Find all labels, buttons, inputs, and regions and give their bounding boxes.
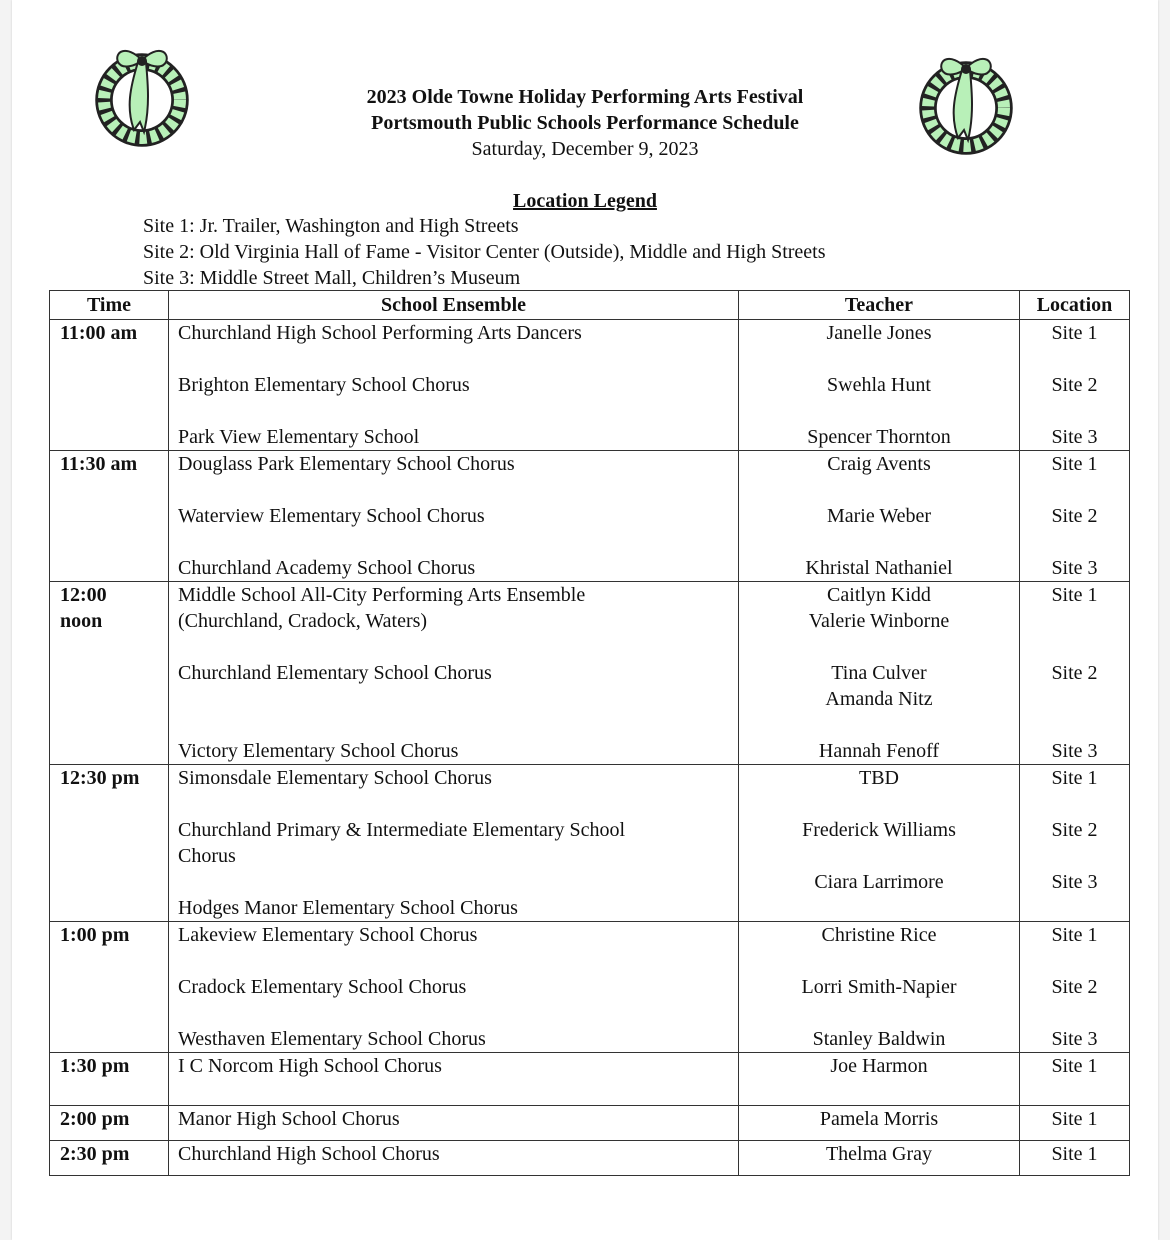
teacher-name: Caitlyn Kidd bbox=[827, 584, 931, 606]
table-row bbox=[50, 451, 1130, 582]
title-line-2: Portsmouth Public Schools Performance Schedule bbox=[371, 112, 799, 134]
location-value: Site 1 bbox=[1051, 767, 1098, 789]
legend-site-2: Site 2: Old Virginia Hall of Fame - Visitor Center (Outside), Middle and High Streets bbox=[143, 241, 826, 263]
location-value: Site 1 bbox=[1051, 1108, 1098, 1130]
title-line-1: 2023 Olde Towne Holiday Performing Arts Festival bbox=[366, 86, 804, 108]
ensemble-name-cont: (Churchland, Cradock, Waters) bbox=[178, 610, 428, 632]
location-value: Site 3 bbox=[1051, 426, 1098, 448]
teacher-name: Swehla Hunt bbox=[827, 374, 931, 396]
time-cell: 2:00 pm bbox=[50, 1106, 169, 1141]
time-cell: 12:30 pm bbox=[50, 765, 169, 922]
ensemble-name: Churchland Elementary School Chorus bbox=[178, 662, 492, 684]
legend-site-1: Site 1: Jr. Trailer, Washington and High Streets bbox=[143, 215, 519, 237]
ensemble-name: I C Norcom High School Chorus bbox=[178, 1055, 442, 1077]
ensemble-cell bbox=[169, 582, 739, 765]
teacher-name: TBD bbox=[859, 767, 899, 789]
location-value: Site 1 bbox=[1051, 924, 1098, 946]
teacher-cell bbox=[739, 1141, 1020, 1176]
ensemble-cell bbox=[169, 451, 739, 582]
teacher-name: Valerie Winborne bbox=[808, 610, 950, 632]
time-line-2: noon bbox=[60, 610, 103, 632]
ensemble-name: Churchland Academy School Chorus bbox=[178, 557, 476, 579]
ensemble-name: Douglass Park Elementary School Chorus bbox=[178, 453, 515, 475]
teacher-name: Marie Weber bbox=[826, 505, 932, 527]
teacher-cell bbox=[739, 765, 1020, 922]
table-row bbox=[50, 320, 1130, 451]
teacher-name: Tina Culver bbox=[831, 662, 927, 684]
ensemble-name: Manor High School Chorus bbox=[178, 1108, 400, 1130]
teacher-cell bbox=[739, 1053, 1020, 1106]
table-row bbox=[50, 922, 1130, 1053]
location-cell bbox=[1020, 765, 1130, 922]
ensemble-name: Waterview Elementary School Chorus bbox=[178, 505, 485, 527]
time-line-1: 12:00 bbox=[60, 584, 107, 606]
location-cell bbox=[1020, 1106, 1130, 1141]
location-value: Site 3 bbox=[1051, 557, 1098, 579]
teacher-cell bbox=[739, 320, 1020, 451]
ensemble-name: Westhaven Elementary School Chorus bbox=[178, 1028, 486, 1050]
location-cell bbox=[1020, 451, 1130, 582]
location-value: Site 3 bbox=[1051, 1028, 1098, 1050]
ensemble-name: Lakeview Elementary School Chorus bbox=[178, 924, 478, 946]
teacher-name: Frederick Williams bbox=[802, 819, 956, 841]
table-row bbox=[50, 1053, 1130, 1106]
table-row bbox=[50, 765, 1130, 922]
teacher-name: Craig Avents bbox=[827, 453, 931, 475]
table-row bbox=[50, 1141, 1130, 1176]
teacher-name: Hannah Fenoff bbox=[818, 740, 940, 762]
event-date: Saturday, December 9, 2023 bbox=[471, 138, 699, 160]
ensemble-name: Simonsdale Elementary School Chorus bbox=[178, 767, 492, 789]
location-cell bbox=[1020, 1053, 1130, 1106]
ensemble-cell bbox=[169, 1106, 739, 1141]
teacher-cell bbox=[739, 451, 1020, 582]
ensemble-name: Middle School All-City Performing Arts Ensemble bbox=[178, 584, 586, 606]
teacher-name: Spencer Thornton bbox=[807, 426, 951, 448]
location-cell bbox=[1020, 1141, 1130, 1176]
teacher-name: Christine Rice bbox=[821, 924, 937, 946]
teacher-name: Stanley Baldwin bbox=[812, 1028, 946, 1050]
teacher-name: Khristal Nathaniel bbox=[805, 557, 953, 579]
location-value: Site 2 bbox=[1051, 505, 1098, 527]
legend-title: Location Legend bbox=[513, 190, 657, 212]
teacher-name: Ciara Larrimore bbox=[814, 871, 944, 893]
time-cell: 11:00 am bbox=[50, 320, 169, 451]
ensemble-name: Brighton Elementary School Chorus bbox=[178, 374, 470, 396]
location-value: Site 1 bbox=[1051, 453, 1098, 475]
time-cell: 1:00 pm bbox=[50, 922, 169, 1053]
table-row bbox=[50, 582, 1130, 765]
document-header bbox=[0, 84, 1170, 162]
location-cell bbox=[1020, 582, 1130, 765]
location-value: Site 2 bbox=[1051, 662, 1098, 684]
table-header-row bbox=[50, 291, 1130, 320]
header-location: Location bbox=[1020, 291, 1130, 320]
schedule-table bbox=[49, 290, 1130, 1176]
ensemble-name: Churchland Primary & Intermediate Elementary School bbox=[178, 819, 626, 841]
location-cell bbox=[1020, 320, 1130, 451]
ensemble-name: Victory Elementary School Chorus bbox=[178, 740, 459, 762]
ensemble-cell bbox=[169, 922, 739, 1053]
time-cell: 1:30 pm bbox=[50, 1053, 169, 1106]
time-cell bbox=[50, 582, 169, 765]
teacher-name: Lorri Smith-Napier bbox=[801, 976, 957, 998]
ensemble-name: Churchland High School Chorus bbox=[178, 1143, 440, 1165]
teacher-name: Amanda Nitz bbox=[825, 688, 933, 710]
teacher-name: Pamela Morris bbox=[819, 1108, 939, 1130]
table-row bbox=[50, 1106, 1130, 1141]
location-value: Site 3 bbox=[1051, 871, 1098, 893]
ensemble-name: Churchland High School Performing Arts Dancers bbox=[178, 322, 582, 344]
teacher-name: Thelma Gray bbox=[825, 1143, 933, 1165]
location-value: Site 1 bbox=[1051, 1055, 1098, 1077]
teacher-cell bbox=[739, 922, 1020, 1053]
teacher-cell bbox=[739, 1106, 1020, 1141]
teacher-name: Joe Harmon bbox=[830, 1055, 928, 1077]
location-value: Site 1 bbox=[1051, 322, 1098, 344]
location-value: Site 2 bbox=[1051, 819, 1098, 841]
location-value: Site 2 bbox=[1051, 374, 1098, 396]
location-value: Site 1 bbox=[1051, 1143, 1098, 1165]
ensemble-name-cont: Chorus bbox=[178, 845, 236, 867]
ensemble-name: Hodges Manor Elementary School Chorus bbox=[178, 897, 518, 919]
ensemble-cell bbox=[169, 320, 739, 451]
location-value: Site 2 bbox=[1051, 976, 1098, 998]
legend-list bbox=[143, 213, 826, 291]
header-time: Time bbox=[50, 291, 169, 320]
legend-site-3: Site 3: Middle Street Mall, Children’s Museum bbox=[143, 267, 521, 289]
header-ensemble: School Ensemble bbox=[169, 291, 739, 320]
time-cell: 2:30 pm bbox=[50, 1141, 169, 1176]
ensemble-name: Park View Elementary School bbox=[178, 426, 420, 448]
ensemble-cell bbox=[169, 1141, 739, 1176]
ensemble-cell bbox=[169, 1053, 739, 1106]
ensemble-cell bbox=[169, 765, 739, 922]
header-teacher: Teacher bbox=[739, 291, 1020, 320]
location-value: Site 1 bbox=[1051, 584, 1098, 606]
time-cell: 11:30 am bbox=[50, 451, 169, 582]
ensemble-name: Cradock Elementary School Chorus bbox=[178, 976, 467, 998]
teacher-cell bbox=[739, 582, 1020, 765]
location-value: Site 3 bbox=[1051, 740, 1098, 762]
teacher-name: Janelle Jones bbox=[826, 322, 932, 344]
location-cell bbox=[1020, 922, 1130, 1053]
